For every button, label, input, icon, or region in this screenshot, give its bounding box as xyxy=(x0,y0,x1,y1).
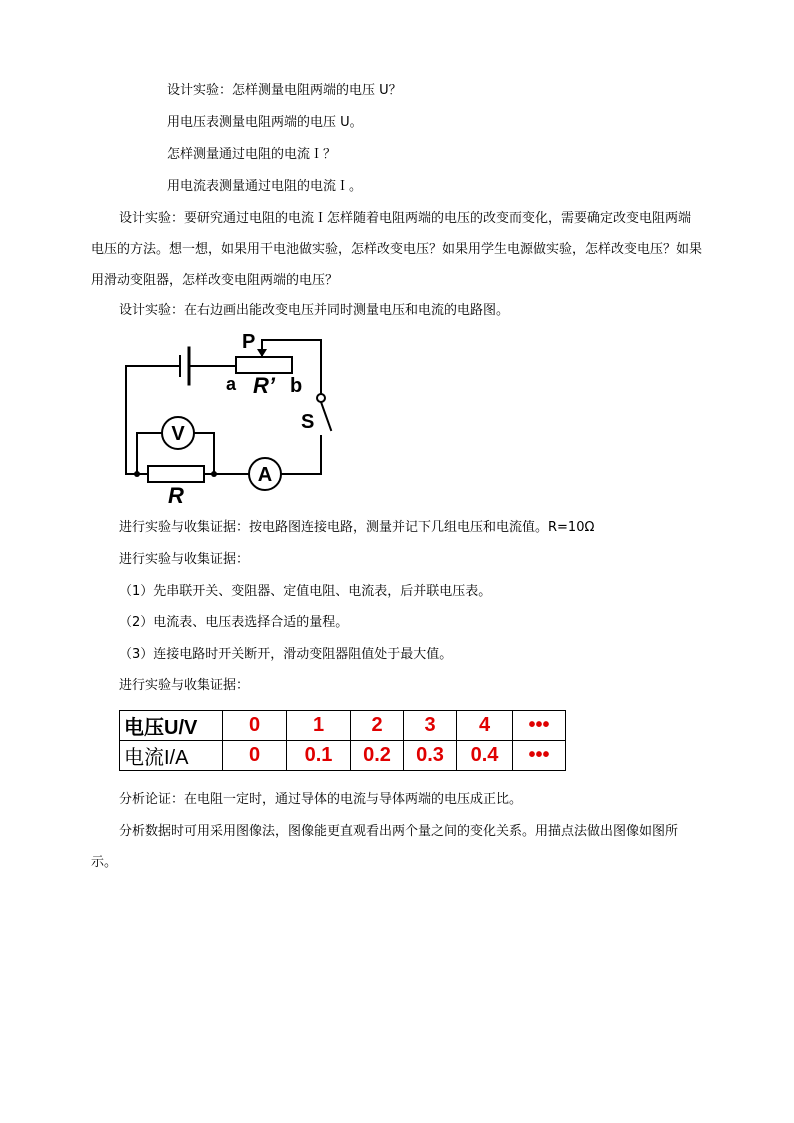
step-2: （2）电流表、电压表选择合适的量程。 xyxy=(119,615,349,630)
answer-current: 用电流表测量通过电阻的电流Ｉ。 xyxy=(167,179,363,194)
current-header: 电流I/A xyxy=(120,741,223,771)
voltage-cell: 2 xyxy=(351,711,404,741)
current-row xyxy=(120,741,566,771)
step-1: （1）先串联开关、变阻器、定值电阻、电流表，后并联电压表。 xyxy=(119,584,492,599)
procedure-heading: 进行实验与收集证据： xyxy=(119,552,250,567)
voltage-cell: 0 xyxy=(223,711,287,741)
end-a-label: a xyxy=(226,374,237,394)
resistor-box xyxy=(148,466,204,482)
circuit-diagram xyxy=(118,326,338,514)
conclusion: 分析论证：在电阻一定时，通过导体的电流与导体两端的电压成正比。 xyxy=(119,792,523,807)
slider-label: P xyxy=(242,331,256,353)
wire-voltmeter-left xyxy=(137,433,162,474)
voltage-cell: 4 xyxy=(457,711,513,741)
current-cell: 0.3 xyxy=(404,741,457,771)
junction-left xyxy=(134,471,140,477)
question-voltage: 设计实验：怎样测量电阻两端的电压 U？ xyxy=(167,83,402,98)
question-current: 怎样测量通过电阻的电流Ｉ？ xyxy=(167,147,337,162)
voltage-cell: 3 xyxy=(404,711,457,741)
voltmeter-label: V xyxy=(171,423,185,445)
design-circuit-prompt: 设计实验：在右边画出能改变电压并同时测量电压和电流的电路图。 xyxy=(119,303,510,318)
data-heading: 进行实验与收集证据： xyxy=(119,678,250,693)
current-cell: 0.4 xyxy=(457,741,513,771)
switch-blade xyxy=(321,402,331,430)
current-cell: ••• xyxy=(513,741,566,771)
rheostat-box xyxy=(236,357,292,373)
current-cell: 0 xyxy=(223,741,287,771)
end-b-label: b xyxy=(290,375,303,397)
current-cell: 0.1 xyxy=(287,741,351,771)
voltage-cell: ••• xyxy=(513,711,566,741)
voltage-row xyxy=(120,711,566,741)
junction-right xyxy=(211,471,217,477)
procedure-intro: 进行实验与收集证据：按电路图连接电路，测量并记下几组电压和电流值。R=10Ω xyxy=(119,520,595,535)
slider-arrow-head xyxy=(257,349,267,357)
voltage-header: 电压U/V xyxy=(120,711,223,741)
step-3: （3）连接电路时开关断开，滑动变阻器阻值处于最大值。 xyxy=(119,647,453,662)
voltage-cell: 1 xyxy=(287,711,351,741)
current-cell: 0.2 xyxy=(351,741,404,771)
ammeter-label: A xyxy=(257,464,273,486)
graph-method-paragraph: 分析数据时可用采用图像法，图像能更直观看出两个量之间的变化关系。用描点法做出图像如图所示。 xyxy=(91,824,679,870)
design-paragraph: 设计实验：要研究通过电阻的电流Ｉ怎样随着电阻两端的电压的改变而变化，需要确定改变电阻两端电压的方法。想一想，如果用干电池做实验，怎样改变电压？如果用学生电源做实验，怎样改变电压？如果用滑动变阻器，怎样改变电阻两端的电压？ xyxy=(91,211,703,288)
resistor-label: R xyxy=(168,483,184,508)
switch-contact xyxy=(317,394,325,402)
data-table xyxy=(119,710,566,771)
answer-voltage: 用电压表测量电阻两端的电压 U。 xyxy=(167,115,363,130)
switch-label: S xyxy=(301,411,315,433)
rheostat-label: R’ xyxy=(253,373,275,398)
